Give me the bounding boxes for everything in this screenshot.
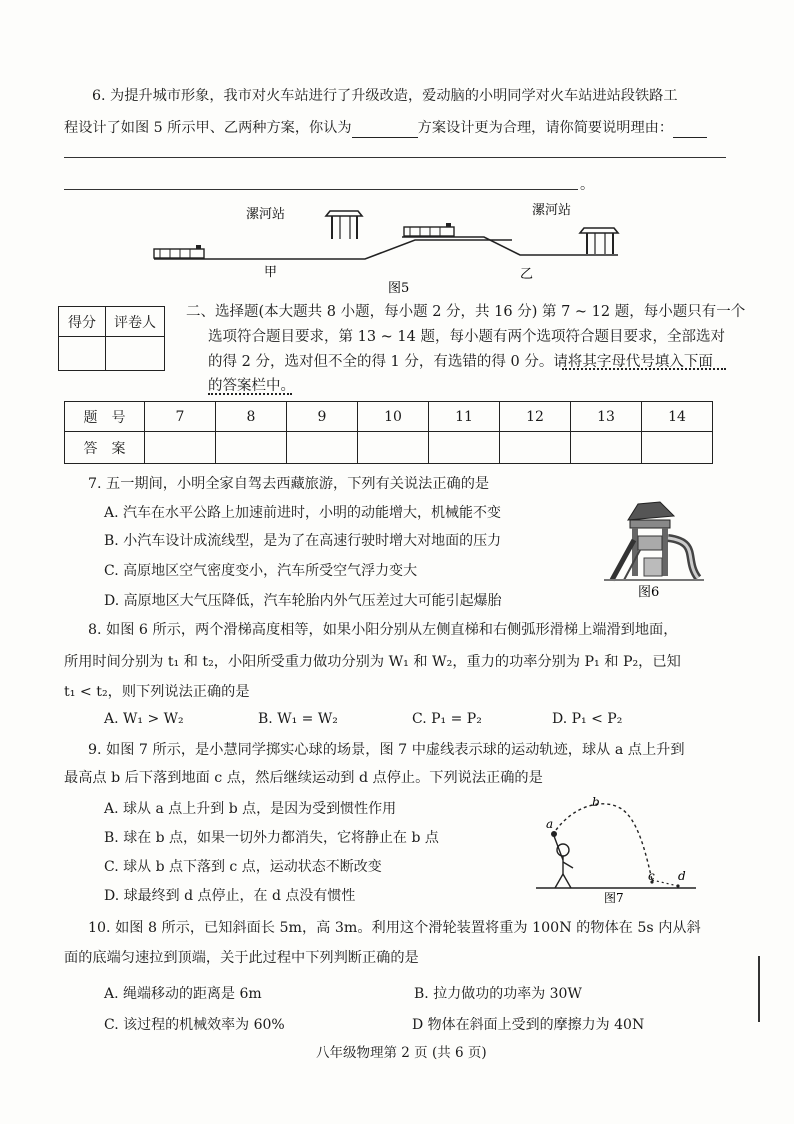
figure-6	[604, 498, 704, 602]
station-icon	[326, 211, 362, 239]
train-icon	[154, 245, 204, 258]
q8-option-d: D. P₁ < P₂	[552, 711, 623, 727]
q6-end-mark: 。	[580, 177, 595, 193]
q6-answer-blank[interactable]	[352, 137, 418, 138]
q10-line1: 10. 如图 8 所示，已知斜面长 5m，高 3m。利用这个滑轮装置将重为 100N 的物体在 5s 内从斜	[88, 920, 701, 936]
answer-table-row-label: 题 号	[65, 402, 145, 432]
question-number-cell: 10	[358, 402, 429, 432]
station-icon	[580, 228, 618, 254]
section2-line1: 二、选择题(本大题共 8 小题，每小题 2 分，共 16 分) 第 7 ~ 12 题，每小题只有一个	[186, 304, 746, 320]
answer-cell[interactable]	[358, 432, 429, 464]
q6-line2	[64, 118, 707, 138]
section2-line2: 选项符合题目要求，第 13 ~ 14 题，每小题有两个选项符合题目要求，全部选对	[208, 329, 725, 345]
fig5-plan-left	[154, 211, 512, 259]
q8-option-a: A. W₁ > W₂	[104, 711, 184, 727]
q9-line2: 最高点 b 后下落到地面 c 点，然后继续运动到 d 点停止。下列说法正确的是	[64, 770, 543, 786]
q8-line3: t₁ < t₂，则下列说法正确的是	[64, 684, 250, 700]
question-number-cell: 11	[429, 402, 500, 432]
page-footer: 八年级物理第 2 页 (共 6 页)	[316, 1045, 487, 1061]
q6-reason-line-1[interactable]	[64, 157, 726, 158]
emphasis-dots	[208, 393, 292, 395]
fig6-caption: 图6	[638, 585, 660, 600]
q9-option-c: C. 球从 b 点下落到 c 点，运动状态不断改变	[104, 859, 382, 875]
score-box-score-cell[interactable]	[59, 337, 106, 371]
q6-line2-text-b: 方案设计更为合理，请你简要说明理由：	[417, 120, 674, 136]
answer-table-answer-row	[65, 432, 713, 464]
section2-line3: 的得 2 分，选对但不全的得 1 分，有选错的得 0 分。请将其字母代号填入下面	[208, 354, 713, 370]
q7-stem: 7. 五一期间，小明全家自驾去西藏旅游，下列有关说法正确的是	[88, 476, 490, 492]
scan-edge-mark	[758, 956, 768, 1022]
q10-line2: 面的底端匀速拉到顶端，关于此过程中下列判断正确的是	[64, 950, 419, 966]
q6-reason-blank-start[interactable]	[673, 137, 707, 138]
answer-cell[interactable]	[500, 432, 571, 464]
q10-option-d: D 物体在斜面上受到的摩擦力为 40N	[412, 1017, 645, 1033]
answer-table-number-row	[65, 402, 713, 432]
section2-line4: 的答案栏中。	[208, 378, 295, 394]
q8-option-c: C. P₁ = P₂	[412, 711, 482, 727]
q6-line1: 6. 为提升城市形象，我市对火车站进行了升级改造，爱动脑的小明同学对火车站进站段铁路工	[92, 88, 678, 104]
fig7-caption: 图7	[604, 891, 624, 904]
q9-option-a: A. 球从 a 点上升到 b 点，是因为受到惯性作用	[104, 801, 397, 817]
q9-option-b: B. 球在 b 点，如果一切外力都消失，它将静止在 b 点	[104, 830, 439, 846]
q10-option-a: A. 绳端移动的距离是 6m	[104, 986, 262, 1002]
q10-option-c: C. 该过程的机械效率为 60%	[104, 1017, 285, 1033]
q7-option-b: B. 小汽车设计成流线型，是为了在高速行驶时增大对地面的压力	[104, 533, 502, 549]
answer-table-row-label: 答 案	[65, 432, 145, 464]
score-box-label-grader: 评卷人	[106, 307, 165, 337]
trajectory-line	[556, 804, 652, 880]
answer-cell[interactable]	[571, 432, 642, 464]
answer-cell[interactable]	[642, 432, 713, 464]
q7-option-a: A. 汽车在水平公路上加速前进时，小明的动能增大，机械能不变	[104, 505, 502, 521]
fig7-label-c: c	[648, 869, 655, 883]
answer-cell[interactable]	[287, 432, 358, 464]
q9-line1: 9. 如图 7 所示，是小慧同学掷实心球的场景，图 7 中虚线表示球的运动轨迹，球从 a 点上升到	[88, 742, 685, 758]
q8-line2: 所用时间分别为 t₁ 和 t₂，小阳所受重力做功分别为 W₁ 和 W₂，重力的功率分别为 P₁ 和 P₂，已知	[64, 654, 681, 670]
question-number-cell: 9	[287, 402, 358, 432]
question-number-cell: 14	[642, 402, 713, 432]
q9-option-d: D. 球最终到 d 点停止，在 d 点没有惯性	[104, 888, 356, 904]
answer-table	[64, 401, 713, 464]
score-box	[58, 306, 165, 371]
q8-line1: 8. 如图 6 所示，两个滑梯高度相等，如果小阳分别从左侧直梯和右侧弧形滑梯上端滑到地面，	[88, 622, 678, 638]
question-number-cell: 8	[216, 402, 287, 432]
q6-reason-line-2[interactable]	[64, 189, 578, 190]
fig5-station-label-right: 漯河站	[532, 203, 572, 218]
figure-7	[530, 792, 700, 904]
score-box-grader-cell[interactable]	[106, 337, 165, 371]
fig5-label-jia: 甲	[264, 265, 278, 280]
fig7-label-d: d	[678, 869, 686, 883]
figure-5	[140, 196, 640, 296]
answer-cell[interactable]	[429, 432, 500, 464]
question-number-cell: 12	[500, 402, 571, 432]
fig5-label-yi: 乙	[520, 267, 534, 282]
thrower-figure	[551, 831, 573, 888]
question-number-cell: 7	[145, 402, 216, 432]
q10-option-b: B. 拉力做功的功率为 30W	[414, 986, 582, 1002]
slide-illustration	[604, 502, 704, 580]
emphasis-dots	[562, 368, 726, 370]
q7-option-c: C. 高原地区空气密度变小，汽车所受空气浮力变大	[104, 563, 418, 579]
answer-cell[interactable]	[145, 432, 216, 464]
fig7-label-b: b	[592, 795, 600, 809]
question-number-cell: 13	[571, 402, 642, 432]
train-icon	[404, 223, 454, 236]
score-box-label-score: 得分	[59, 307, 106, 337]
fig5-station-label-left: 漯河站	[246, 207, 286, 222]
fig5-plan-right	[402, 223, 618, 255]
q6-line2-text-a: 程设计了如图 5 所示甲、乙两种方案，你认为	[64, 120, 352, 136]
fig5-caption: 图5	[388, 281, 410, 296]
answer-cell[interactable]	[216, 432, 287, 464]
fig7-label-a: a	[546, 817, 554, 831]
q8-option-b: B. W₁ = W₂	[258, 711, 338, 727]
rolling-path	[652, 880, 678, 886]
q7-option-d: D. 高原地区大气压降低，汽车轮胎内外气压差过大可能引起爆胎	[104, 593, 502, 609]
